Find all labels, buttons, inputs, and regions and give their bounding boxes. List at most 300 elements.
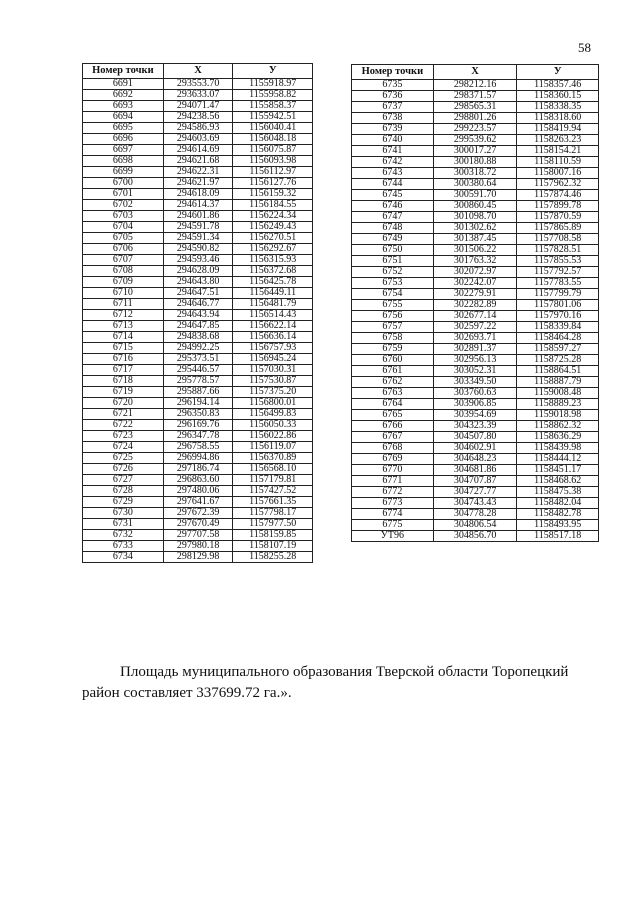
- cell-y: 1156224.34: [233, 211, 313, 222]
- cell-x: 300017.27: [433, 146, 517, 157]
- cell-point-number: 6742: [352, 157, 434, 168]
- table-row: [352, 520, 599, 531]
- cell-y: 1158357.46: [517, 80, 599, 91]
- cell-point-number: 6703: [83, 211, 164, 222]
- cell-y: 1156636.14: [233, 332, 313, 343]
- cell-x: 294646.77: [163, 299, 233, 310]
- cell-point-number: 6729: [83, 497, 164, 508]
- cell-y: 1157977.50: [233, 519, 313, 530]
- table-header-row: [352, 65, 599, 80]
- cell-point-number: 6725: [83, 453, 164, 464]
- cell-y: 1155942.51: [233, 112, 313, 123]
- cell-x: 304323.39: [433, 421, 517, 432]
- cell-point-number: 6770: [352, 465, 434, 476]
- cell-y: 1158263.23: [517, 135, 599, 146]
- cell-y: 1157179.81: [233, 475, 313, 486]
- cell-x: 294643.94: [163, 310, 233, 321]
- cell-point-number: 6722: [83, 420, 164, 431]
- cell-x: 293553.70: [163, 79, 233, 90]
- table-row: [352, 355, 599, 366]
- cell-x: 294071.47: [163, 101, 233, 112]
- table-row: [83, 112, 313, 123]
- cell-y: 1158339.84: [517, 322, 599, 333]
- table-row: [83, 189, 313, 200]
- cell-y: 1158493.95: [517, 520, 599, 531]
- cell-y: 1156127.76: [233, 178, 313, 189]
- table-row: [352, 432, 599, 443]
- cell-x: 302597.22: [433, 322, 517, 333]
- cell-point-number: 6765: [352, 410, 434, 421]
- cell-point-number: 6710: [83, 288, 164, 299]
- table-row: [83, 90, 313, 101]
- cell-y: 1158597.27: [517, 344, 599, 355]
- table-row: [352, 223, 599, 234]
- cell-x: 300860.45: [433, 201, 517, 212]
- table-row: [83, 255, 313, 266]
- cell-y: 1156800.01: [233, 398, 313, 409]
- table-row: [352, 267, 599, 278]
- cell-y: 1157870.59: [517, 212, 599, 223]
- cell-point-number: 6759: [352, 344, 434, 355]
- cell-point-number: 6745: [352, 190, 434, 201]
- cell-point-number: 6750: [352, 245, 434, 256]
- cell-x: 304602.91: [433, 443, 517, 454]
- area-statement-line-2: район составляет 337699.72 га.».: [82, 685, 292, 701]
- cell-x: 294992.25: [163, 343, 233, 354]
- cell-x: 304806.54: [433, 520, 517, 531]
- table-row: [83, 541, 313, 552]
- table-row: [352, 487, 599, 498]
- table-row: [352, 135, 599, 146]
- cell-x: 294591.78: [163, 222, 233, 233]
- cell-x: 298565.31: [433, 102, 517, 113]
- cell-x: 298129.98: [163, 552, 233, 563]
- cell-point-number: 6764: [352, 399, 434, 410]
- cell-point-number: 6720: [83, 398, 164, 409]
- cell-point-number: 6775: [352, 520, 434, 531]
- cell-y: 1157375.20: [233, 387, 313, 398]
- cell-y: 1156372.68: [233, 266, 313, 277]
- cell-x: 297670.49: [163, 519, 233, 530]
- cell-x: 303906.85: [433, 399, 517, 410]
- cell-x: 298371.57: [433, 91, 517, 102]
- column-header-point-number: Номер точки: [83, 64, 164, 79]
- cell-x: 304743.43: [433, 498, 517, 509]
- table-row: [83, 376, 313, 387]
- cell-y: 1156270.51: [233, 233, 313, 244]
- cell-point-number: 6728: [83, 486, 164, 497]
- cell-point-number: 6741: [352, 146, 434, 157]
- cell-y: 1158444.12: [517, 454, 599, 465]
- table-row: [352, 245, 599, 256]
- table-row: [352, 300, 599, 311]
- cell-point-number: 6707: [83, 255, 164, 266]
- cell-point-number: 6754: [352, 289, 434, 300]
- cell-point-number: 6700: [83, 178, 164, 189]
- cell-y: 1157828.51: [517, 245, 599, 256]
- cell-y: 1156159.32: [233, 189, 313, 200]
- table-row: [83, 508, 313, 519]
- cell-point-number: 6735: [352, 80, 434, 91]
- cell-point-number: 6749: [352, 234, 434, 245]
- table-row: [352, 465, 599, 476]
- cell-y: 1157427.52: [233, 486, 313, 497]
- cell-y: 1157962.32: [517, 179, 599, 190]
- table-row: [352, 388, 599, 399]
- cell-y: 1158360.15: [517, 91, 599, 102]
- table-row: [83, 178, 313, 189]
- cell-point-number: 6695: [83, 123, 164, 134]
- table-row: [352, 344, 599, 355]
- column-header-point-number: Номер точки: [352, 65, 434, 80]
- cell-x: 297186.74: [163, 464, 233, 475]
- cell-x: 302279.91: [433, 289, 517, 300]
- table-row: [83, 365, 313, 376]
- cell-point-number: 6704: [83, 222, 164, 233]
- table-row: [83, 200, 313, 211]
- area-statement-line-1: Площадь муниципального образования Тверской области Торопецкий: [120, 664, 569, 680]
- table-row: [83, 244, 313, 255]
- cell-x: 302282.89: [433, 300, 517, 311]
- cell-point-number: 6772: [352, 487, 434, 498]
- table-row: [352, 80, 599, 91]
- cell-y: 1158636.29: [517, 432, 599, 443]
- cell-point-number: 6774: [352, 509, 434, 520]
- cell-y: 1158464.28: [517, 333, 599, 344]
- cell-y: 1157792.57: [517, 267, 599, 278]
- cell-y: 1155858.37: [233, 101, 313, 112]
- cell-y: 1158255.28: [233, 552, 313, 563]
- cell-y: 1158725.28: [517, 355, 599, 366]
- table-row: [83, 486, 313, 497]
- cell-x: 303954.69: [433, 410, 517, 421]
- cell-x: 295887.66: [163, 387, 233, 398]
- table-row: [352, 289, 599, 300]
- table-row: [83, 409, 313, 420]
- table-row: [352, 410, 599, 421]
- table-header-row: [83, 64, 313, 79]
- cell-x: 296169.76: [163, 420, 233, 431]
- cell-point-number: 6758: [352, 333, 434, 344]
- cell-y: 1156093.98: [233, 156, 313, 167]
- table-row: [83, 101, 313, 112]
- cell-y: 1156449.11: [233, 288, 313, 299]
- table-row: [83, 431, 313, 442]
- table-row: [352, 168, 599, 179]
- cell-y: 1157661.35: [233, 497, 313, 508]
- cell-point-number: 6694: [83, 112, 164, 123]
- cell-y: 1158864.51: [517, 366, 599, 377]
- cell-point-number: 6767: [352, 432, 434, 443]
- cell-point-number: 6717: [83, 365, 164, 376]
- cell-x: 296758.55: [163, 442, 233, 453]
- cell-x: 304648.23: [433, 454, 517, 465]
- cell-x: 300591.70: [433, 190, 517, 201]
- cell-point-number: 6738: [352, 113, 434, 124]
- cell-x: 294838.68: [163, 332, 233, 343]
- cell-x: 296863.60: [163, 475, 233, 486]
- cell-x: 294586.93: [163, 123, 233, 134]
- table-row: [352, 399, 599, 410]
- cell-y: 1157801.06: [517, 300, 599, 311]
- cell-point-number: 6747: [352, 212, 434, 223]
- cell-y: 1157798.17: [233, 508, 313, 519]
- table-row: [83, 222, 313, 233]
- cell-point-number: 6708: [83, 266, 164, 277]
- cell-x: 294614.37: [163, 200, 233, 211]
- cell-y: 1157865.89: [517, 223, 599, 234]
- table-row: [352, 498, 599, 509]
- cell-x: 303349.50: [433, 377, 517, 388]
- table-row: [83, 343, 313, 354]
- cell-point-number: 6762: [352, 377, 434, 388]
- cell-x: 297672.39: [163, 508, 233, 519]
- cell-y: 1158468.62: [517, 476, 599, 487]
- cell-x: 304681.86: [433, 465, 517, 476]
- cell-x: 295446.57: [163, 365, 233, 376]
- cell-point-number: 6698: [83, 156, 164, 167]
- cell-y: 1158110.59: [517, 157, 599, 168]
- cell-point-number: 6757: [352, 322, 434, 333]
- cell-y: 1156048.18: [233, 134, 313, 145]
- cell-y: 1156292.67: [233, 244, 313, 255]
- cell-x: 301763.32: [433, 256, 517, 267]
- cell-point-number: 6734: [83, 552, 164, 563]
- cell-point-number: 6744: [352, 179, 434, 190]
- cell-x: 294593.46: [163, 255, 233, 266]
- cell-point-number: 6724: [83, 442, 164, 453]
- table-row: [352, 179, 599, 190]
- cell-y: 1159008.48: [517, 388, 599, 399]
- cell-y: 1157970.16: [517, 311, 599, 322]
- cell-x: 301302.62: [433, 223, 517, 234]
- cell-point-number: 6712: [83, 310, 164, 321]
- cell-point-number: 6713: [83, 321, 164, 332]
- table-row: [352, 190, 599, 201]
- cell-x: 294628.09: [163, 266, 233, 277]
- cell-x: 297641.67: [163, 497, 233, 508]
- table-row: [83, 442, 313, 453]
- cell-point-number: 6732: [83, 530, 164, 541]
- cell-y: 1156022.86: [233, 431, 313, 442]
- cell-point-number: 6766: [352, 421, 434, 432]
- table-row: [83, 321, 313, 332]
- column-header-x: X: [433, 65, 517, 80]
- table-row: [352, 102, 599, 113]
- cell-y: 1157708.58: [517, 234, 599, 245]
- table-row: [352, 212, 599, 223]
- cell-x: 293633.07: [163, 90, 233, 101]
- cell-point-number: 6771: [352, 476, 434, 487]
- cell-y: 1157030.31: [233, 365, 313, 376]
- cell-y: 1156481.79: [233, 299, 313, 310]
- cell-point-number: 6691: [83, 79, 164, 90]
- cell-x: 304778.28: [433, 509, 517, 520]
- table-row: [83, 475, 313, 486]
- table-row: [352, 124, 599, 135]
- cell-x: 300180.88: [433, 157, 517, 168]
- cell-y: 1158887.79: [517, 377, 599, 388]
- cell-point-number: 6709: [83, 277, 164, 288]
- cell-x: 294591.34: [163, 233, 233, 244]
- cell-point-number: 6760: [352, 355, 434, 366]
- table-row: [83, 420, 313, 431]
- cell-x: 299539.62: [433, 135, 517, 146]
- cell-x: 294618.09: [163, 189, 233, 200]
- cell-point-number: 6736: [352, 91, 434, 102]
- cell-y: 1158338.35: [517, 102, 599, 113]
- table-row: [83, 497, 313, 508]
- cell-x: 294622.31: [163, 167, 233, 178]
- cell-x: 301506.22: [433, 245, 517, 256]
- cell-y: 1156568.10: [233, 464, 313, 475]
- cell-point-number: 6721: [83, 409, 164, 420]
- table-row: [83, 299, 313, 310]
- cell-x: 304727.77: [433, 487, 517, 498]
- cell-y: 1158439.98: [517, 443, 599, 454]
- table-row: [352, 311, 599, 322]
- table-row: [83, 145, 313, 156]
- cell-y: 1158451.17: [517, 465, 599, 476]
- cell-x: 294643.80: [163, 277, 233, 288]
- page-number: 58: [578, 40, 591, 55]
- table-row: [83, 277, 313, 288]
- cell-y: 1156112.97: [233, 167, 313, 178]
- cell-y: 1157874.46: [517, 190, 599, 201]
- cell-point-number: 6733: [83, 541, 164, 552]
- cell-x: 296347.78: [163, 431, 233, 442]
- cell-y: 1156075.87: [233, 145, 313, 156]
- table-row: [352, 531, 599, 542]
- table-row: [352, 366, 599, 377]
- cell-point-number: 6727: [83, 475, 164, 486]
- cell-y: 1156945.24: [233, 354, 313, 365]
- cell-point-number: 6718: [83, 376, 164, 387]
- area-statement: [82, 662, 602, 704]
- cell-y: 1158107.19: [233, 541, 313, 552]
- cell-point-number: 6737: [352, 102, 434, 113]
- cell-x: 302072.97: [433, 267, 517, 278]
- cell-x: 294647.85: [163, 321, 233, 332]
- cell-point-number: 6751: [352, 256, 434, 267]
- cell-point-number: 6692: [83, 90, 164, 101]
- cell-x: 296994.86: [163, 453, 233, 464]
- cell-point-number: 6706: [83, 244, 164, 255]
- table-row: [83, 156, 313, 167]
- cell-y: 1158889.23: [517, 399, 599, 410]
- cell-x: 297707.58: [163, 530, 233, 541]
- coordinates-table-left: [82, 63, 313, 563]
- cell-y: 1156050.33: [233, 420, 313, 431]
- table-row: [83, 211, 313, 222]
- cell-x: 302956.13: [433, 355, 517, 366]
- cell-point-number: 6740: [352, 135, 434, 146]
- cell-x: 300318.72: [433, 168, 517, 179]
- table-row: [83, 167, 313, 178]
- table-row: [83, 123, 313, 134]
- table-row: [352, 377, 599, 388]
- cell-x: 303052.31: [433, 366, 517, 377]
- column-header-y: У: [517, 65, 599, 80]
- cell-x: 302242.07: [433, 278, 517, 289]
- cell-x: 300380.64: [433, 179, 517, 190]
- cell-x: 301098.70: [433, 212, 517, 223]
- table-row: [83, 519, 313, 530]
- cell-y: 1158482.78: [517, 509, 599, 520]
- cell-y: 1158475.38: [517, 487, 599, 498]
- cell-x: 297480.06: [163, 486, 233, 497]
- table-row: [83, 134, 313, 145]
- table-row: [83, 288, 313, 299]
- cell-x: 302677.14: [433, 311, 517, 322]
- cell-x: 294238.56: [163, 112, 233, 123]
- table-row: [83, 464, 313, 475]
- cell-y: 1158159.85: [233, 530, 313, 541]
- cell-y: 1157855.53: [517, 256, 599, 267]
- cell-point-number: 6746: [352, 201, 434, 212]
- cell-point-number: 6730: [83, 508, 164, 519]
- cell-y: 1156622.14: [233, 321, 313, 332]
- table-row: [83, 354, 313, 365]
- cell-y: 1158007.16: [517, 168, 599, 179]
- table-row: [83, 530, 313, 541]
- cell-point-number: 6697: [83, 145, 164, 156]
- table-row: [352, 113, 599, 124]
- cell-x: 294621.97: [163, 178, 233, 189]
- cell-x: 303760.63: [433, 388, 517, 399]
- table-row: [352, 322, 599, 333]
- table-row: [352, 146, 599, 157]
- table-row: [352, 157, 599, 168]
- cell-y: 1155958.82: [233, 90, 313, 101]
- table-row: [352, 476, 599, 487]
- cell-x: 295778.57: [163, 376, 233, 387]
- table-row: [83, 310, 313, 321]
- cell-x: 296194.14: [163, 398, 233, 409]
- cell-y: 1156249.43: [233, 222, 313, 233]
- column-header-x: X: [163, 64, 233, 79]
- table-row: [83, 398, 313, 409]
- cell-x: 301387.45: [433, 234, 517, 245]
- cell-point-number: 6731: [83, 519, 164, 530]
- table-row: [83, 266, 313, 277]
- cell-y: 1156184.55: [233, 200, 313, 211]
- table-row: [352, 509, 599, 520]
- cell-y: 1156315.93: [233, 255, 313, 266]
- cell-point-number: 6739: [352, 124, 434, 135]
- cell-point-number: 6726: [83, 464, 164, 475]
- cell-y: 1158517.18: [517, 531, 599, 542]
- cell-point-number: 6699: [83, 167, 164, 178]
- table-row: [83, 453, 313, 464]
- cell-y: 1158318.60: [517, 113, 599, 124]
- cell-y: 1156499.83: [233, 409, 313, 420]
- cell-point-number: 6773: [352, 498, 434, 509]
- table-row: [83, 552, 313, 563]
- table-row: [352, 201, 599, 212]
- table-row: [352, 333, 599, 344]
- cell-point-number: 6756: [352, 311, 434, 322]
- table-row: [83, 332, 313, 343]
- cell-point-number: 6755: [352, 300, 434, 311]
- table-row: [83, 79, 313, 90]
- cell-y: 1156757.93: [233, 343, 313, 354]
- cell-x: 299223.57: [433, 124, 517, 135]
- cell-y: 1157899.78: [517, 201, 599, 212]
- cell-point-number: 6768: [352, 443, 434, 454]
- cell-point-number: 6748: [352, 223, 434, 234]
- cell-x: 294603.69: [163, 134, 233, 145]
